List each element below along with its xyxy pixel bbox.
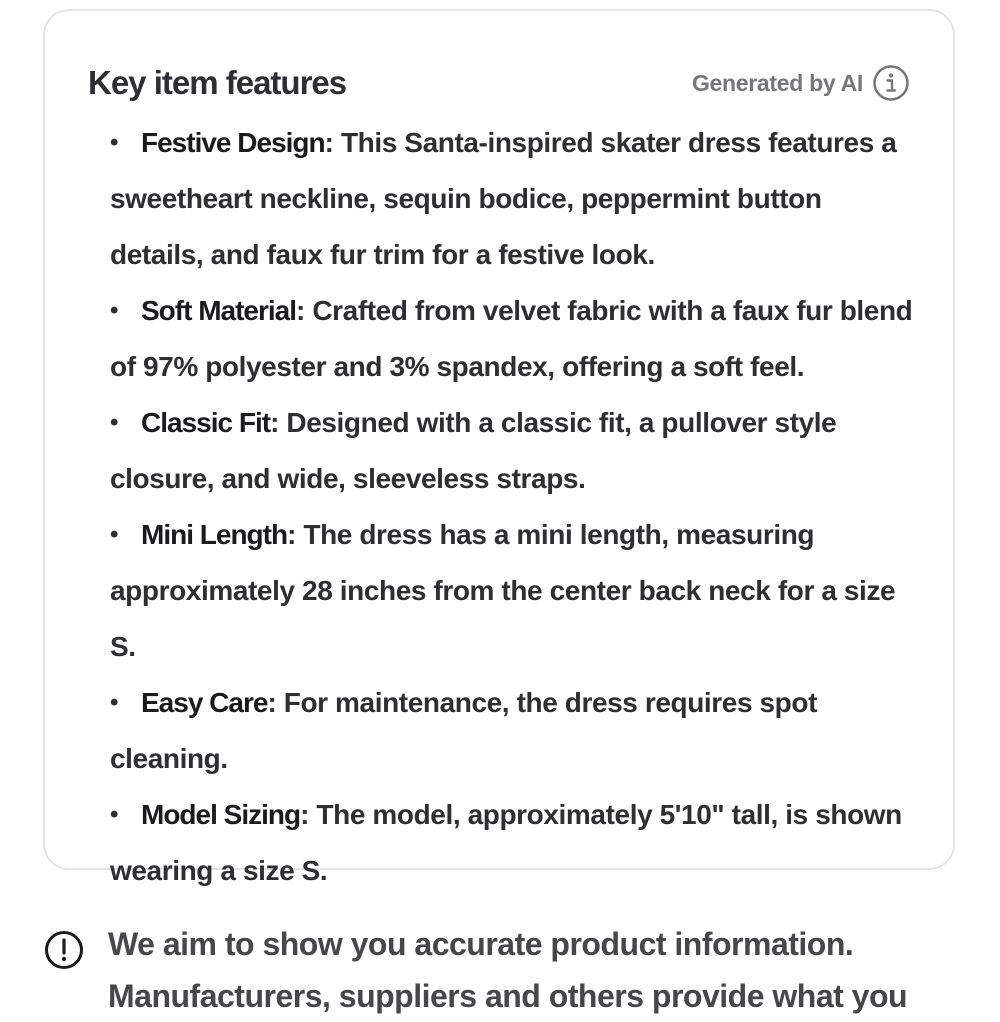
- feature-description: Designed with a classic fit, a pullover style closure, and wide, sleeveless straps.: [110, 407, 837, 494]
- feature-item: [110, 507, 916, 675]
- feature-colon: :: [296, 295, 313, 326]
- bullet: •: [110, 297, 119, 324]
- info-icon[interactable]: [873, 65, 909, 101]
- feature-item: [110, 283, 916, 395]
- alert-circle-icon: [44, 930, 84, 970]
- feature-list: [110, 115, 916, 899]
- product-info-notice: [44, 918, 944, 1022]
- feature-description: The model, approximately 5'10" tall, is shown wearing a size S.: [110, 799, 902, 886]
- key-item-features-card: [43, 9, 955, 886]
- bullet: •: [110, 129, 119, 156]
- generated-by-ai-label[interactable]: [692, 65, 909, 101]
- ai-label-text: Generated by AI: [691, 69, 863, 96]
- feature-colon: :: [324, 127, 341, 158]
- bullet: •: [110, 409, 119, 436]
- feature-title: Easy Care: [141, 687, 268, 718]
- notice-text: We aim to show you accurate product information. Manufacturers, suppliers and others provide what you: [108, 926, 908, 1014]
- card-title: Key item features: [88, 64, 347, 101]
- feature-item: [110, 675, 916, 787]
- feature-item: [110, 787, 916, 899]
- feature-title: Soft Material: [141, 295, 297, 326]
- feature-title: Festive Design: [141, 127, 325, 158]
- feature-description: For maintenance, the dress requires spot cleaning.: [110, 687, 818, 774]
- feature-colon: :: [287, 519, 304, 550]
- feature-description: The dress has a mini length, measuring approximately 28 inches from the center back neck for a size S.: [110, 519, 896, 662]
- bullet: •: [110, 521, 119, 548]
- feature-description: Crafted from velvet fabric with a faux fur blend of 97% polyester and 3% spandex, offering a soft feel.: [110, 295, 913, 382]
- feature-colon: :: [300, 799, 317, 830]
- feature-colon: :: [267, 687, 284, 718]
- feature-title: Classic Fit: [141, 407, 271, 438]
- feature-title: Mini Length: [141, 519, 288, 550]
- feature-item: [110, 115, 916, 283]
- feature-colon: :: [270, 407, 287, 438]
- feature-description: This Santa-inspired skater dress features a sweetheart neckline, sequin bodice, peppermint button details, and faux fur trim for a festive look.: [110, 127, 897, 270]
- feature-item: [110, 395, 916, 507]
- bullet: •: [110, 689, 119, 716]
- bullet: •: [110, 801, 119, 828]
- feature-title: Model Sizing: [141, 799, 301, 830]
